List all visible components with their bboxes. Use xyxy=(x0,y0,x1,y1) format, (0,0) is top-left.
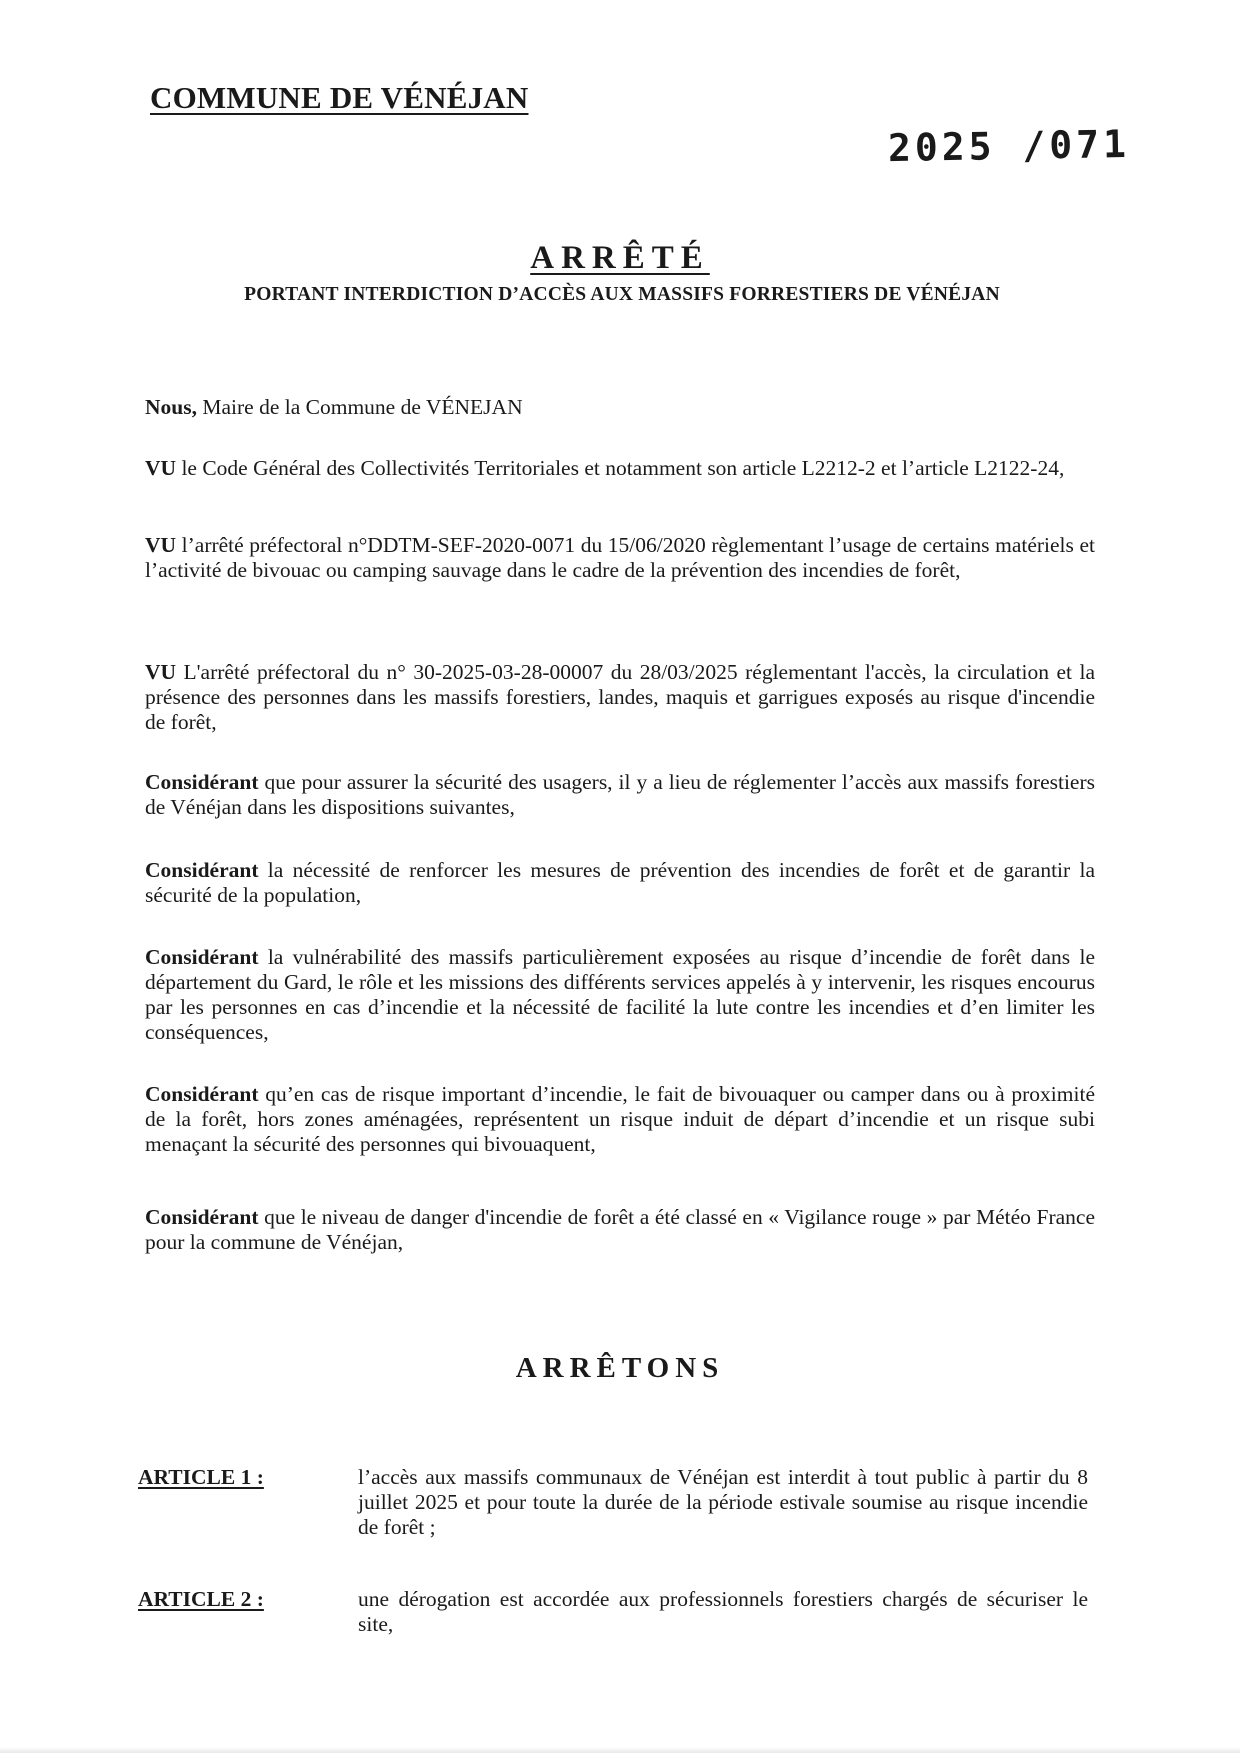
considerant-4-text: qu’en cas de risque important d’incendie, le fait de bivouaquer ou camper dans ou à proximité de la forêt, hors zones aménagées, représentent un risque induit de départ d’incendie et un risque subi menaçant la sécurité des personnes qui bivouaquent, xyxy=(145,1082,1095,1156)
article-1-text: l’accès aux massifs communaux de Vénéjan est interdit à tout public à partir du 8 juillet 2025 et pour toute la durée de la période estivale soumise au risque incendie de forêt ; xyxy=(358,1465,1088,1539)
considerant-1-lead: Considérant xyxy=(145,770,259,794)
nous-lead: Nous, xyxy=(145,395,197,419)
arrete-reference-number: 2025 /071 xyxy=(887,121,1131,171)
considerant-4-lead: Considérant xyxy=(145,1082,259,1106)
vu-1-lead: VU xyxy=(145,456,177,480)
vu-1-text: le Code Général des Collectivités Territoriales et notamment son article L2212-2 et l’article L2122-24, xyxy=(176,456,1065,480)
article-2-text: une dérogation est accordée aux professionnels forestiers chargés de sécuriser le site, xyxy=(358,1587,1088,1636)
nous-text: Maire de la Commune de VÉNEJAN xyxy=(196,395,523,419)
preamble-considerant-1 xyxy=(145,770,1095,820)
considerant-2-text: la nécessité de renforcer les mesures de prévention des incendies de forêt et de garantir la sécurité de la population, xyxy=(145,858,1095,907)
considerant-3-lead: Considérant xyxy=(145,945,259,969)
considerant-1-text: que pour assurer la sécurité des usagers, il y a lieu de réglementer l’accès aux massifs forestiers de Vénéjan dans les dispositions suivantes, xyxy=(145,770,1095,819)
preamble-vu-1 xyxy=(145,456,1095,481)
vu-3-lead: VU xyxy=(145,660,177,684)
preamble-vu-2 xyxy=(145,533,1095,583)
considerant-5-lead: Considérant xyxy=(145,1205,259,1229)
preamble-considerant-4 xyxy=(145,1082,1095,1157)
arretons-heading: ARRÊTONS xyxy=(515,1352,725,1384)
scan-bottom-edge xyxy=(0,1747,1240,1753)
article-1-label: ARTICLE 1 : xyxy=(138,1465,264,1489)
preamble-nous xyxy=(145,395,1095,420)
preamble-considerant-5 xyxy=(145,1205,1095,1255)
preamble-considerant-2 xyxy=(145,858,1095,908)
considerant-5-text: que le niveau de danger d'incendie de forêt a été classé en « Vigilance rouge » par Météo France pour la commune de Vénéjan, xyxy=(145,1205,1095,1254)
considerant-3-text: la vulnérabilité des massifs particulièrement exposées au risque d’incendie de forêt dans le département du Gard, le rôle et les missions des différents services appelés à y intervenir, les risques encourus par les personnes en cas d’incendie et la nécessité de facilité la lute contre les incendies et d’en limiter les conséquences, xyxy=(145,945,1095,1044)
article-2-label: ARTICLE 2 : xyxy=(138,1587,264,1611)
commune-name: COMMUNE DE VÉNÉJAN xyxy=(150,80,529,115)
considerant-2-lead: Considérant xyxy=(145,858,259,882)
preamble-vu-3 xyxy=(145,660,1095,735)
vu-2-text: l’arrêté préfectoral n°DDTM-SEF-2020-0071 du 15/06/2020 règlementant l’usage de certains matériels et l’activité de bivouac ou camping sauvage dans le cadre de la prévention des incendies de forêt, xyxy=(145,533,1095,582)
vu-3-text: L'arrêté préfectoral du n° 30-2025-03-28-00007 du 28/03/2025 réglementant l'accès, la circulation et la présence des personnes dans les massifs forestiers, landes, maquis et garrigues exposés au risque d'incendie de forêt, xyxy=(145,660,1095,734)
vu-2-lead: VU xyxy=(145,533,177,557)
arrete-subtitle: PORTANT INTERDICTION D’ACCÈS AUX MASSIFS FORRESTIERS DE VÉNÉJAN xyxy=(244,284,1000,305)
arrete-title: ARRÊTÉ xyxy=(530,240,710,276)
preamble-considerant-3 xyxy=(145,945,1095,1045)
